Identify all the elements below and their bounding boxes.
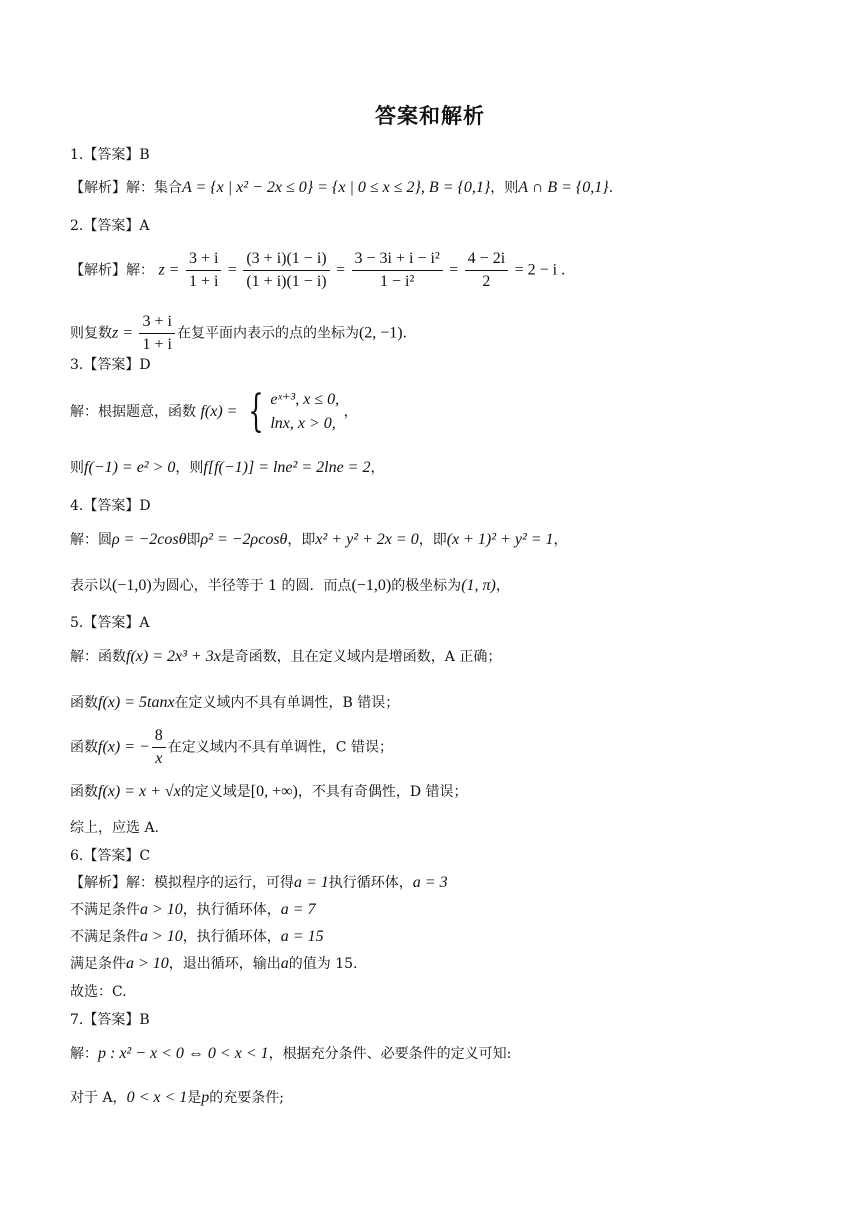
q3-line2-end: ， (370, 460, 385, 476)
q3-case-1: eˣ⁺³, x ≤ 0, (270, 391, 340, 408)
q5-line5: 综上，应选 A. (70, 820, 160, 836)
q5-answer: 5.【答案】A (70, 615, 150, 631)
q5-l4-pre: 函数 (70, 784, 98, 800)
q6-l2-b: a = 7 (280, 901, 316, 918)
q2-line2-prefix: 则复数 (70, 325, 112, 342)
q3-prefix: 解：根据题意，函数 (70, 404, 196, 420)
q4-polar: (1, π) (461, 577, 496, 594)
q7-l2-pre: 对于 A， (70, 1090, 127, 1106)
q5-line3 (70, 726, 393, 769)
q4-t4: ， (553, 532, 568, 548)
q6-answer: 6.【答案】C (70, 848, 151, 864)
q4-line2-d: ， (495, 578, 510, 594)
q6-l2-pre: 不满足条件 (70, 902, 140, 918)
q5-l4-func: f(x) = x + √x (98, 783, 181, 800)
q4-point: (−1,0) (351, 577, 392, 594)
q1-analysis (70, 178, 613, 198)
q6-line3 (70, 927, 324, 947)
q7-l2-mid: 是 (187, 1090, 202, 1106)
q2-frac-4-num: 4 − 2i (465, 249, 508, 271)
q4-analysis (70, 530, 568, 550)
q5-l3-func: f(x) = − (98, 738, 150, 756)
q2-line2-frac (139, 312, 174, 355)
q4-eq-3: x² + y² + 2x = 0 (315, 531, 419, 548)
q2-frac-1-den: 1 + i (188, 273, 219, 290)
q6-line1 (70, 873, 448, 893)
q4-line2-a: 表示以 (70, 578, 112, 594)
q2-line2 (70, 312, 407, 355)
q2-frac-3-num: 3 − 3i + i − i² (352, 249, 443, 271)
q2-line2-mid: 在复平面内表示的点的坐标为 (176, 325, 359, 342)
q3-eval-b: f[f(−1)] = lne² = 2lne = 2 (203, 459, 371, 476)
q2-frac-4-den: 2 (482, 273, 491, 290)
q4-prefix: 解：圆 (70, 532, 112, 548)
q3-case-2: lnx, x > 0, (270, 415, 336, 432)
q5-l4-mid: 的定义域是 (180, 784, 251, 800)
q3-piecewise (242, 388, 339, 436)
q1-end: . (608, 180, 614, 196)
q3-function: f(x) = (200, 403, 238, 420)
q2-frac-3-den: 1 − i² (380, 273, 415, 290)
q6-line5: 故选：C. (70, 984, 127, 1000)
q4-t1: 即 (186, 532, 201, 548)
q7-l2-post: 的充要条件; (209, 1090, 284, 1106)
q5-l4-post: ，不具有奇偶性，D 错误； (297, 784, 468, 800)
q3-suffix: ， (343, 404, 358, 420)
left-brace-icon: { (248, 386, 264, 437)
q2-frac-4 (465, 249, 508, 292)
q6-l2-a: a > 10 (140, 901, 183, 918)
q5-l2-pre: 函数 (70, 695, 98, 711)
q3-eval-a: f(−1) = e² > 0 (84, 459, 176, 476)
q7-l1-pre: 解： (70, 1046, 98, 1062)
q3-line2-prefix: 则 (70, 460, 84, 476)
q2-frac-3 (352, 249, 443, 292)
q7-l1-post: ，根据充分条件、必要条件的定义可知: (268, 1046, 512, 1062)
q6-l4-b: a (280, 955, 289, 972)
q5-line2 (70, 693, 399, 713)
q4-line2-b: 为圆心，半径等于 1 的圆．而点 (151, 578, 352, 594)
q6-l1-mid: 执行循环体， (328, 875, 413, 891)
q6-l2-mid: ，执行循环体， (182, 902, 281, 918)
q5-l4-domain: [0, +∞) (250, 783, 298, 800)
q5-l3-post: 在定义域内不具有单调性，C 错误； (167, 739, 393, 756)
q4-t2: ，即 (287, 532, 316, 548)
q6-l1-a: a = 1 (294, 874, 329, 891)
q2-eq-3: = (449, 261, 459, 279)
q1-prefix: 【解析】解：集合 (70, 180, 182, 196)
q3-answer: 3.【答案】D (70, 357, 151, 373)
q4-t3: ，即 (418, 532, 447, 548)
q4-answer: 4.【答案】D (70, 498, 151, 514)
q2-line2-end: . (402, 325, 408, 342)
q5-l2-func: f(x) = 5tanx (98, 694, 175, 711)
q2-line2-z: z = (112, 324, 134, 342)
q2-z: z = (158, 261, 180, 279)
q6-l4-mid: ，退出循环，输出 (168, 956, 281, 972)
q7-l2-p: p (201, 1089, 210, 1106)
q6-l4-a: a > 10 (126, 955, 169, 972)
q4-eq-1: ρ = −2cosθ (112, 531, 187, 548)
q2-line2-den: 1 + i (142, 336, 172, 353)
q5-l3-num: 8 (152, 726, 166, 748)
q2-eq-1: = (227, 261, 237, 279)
q4-line2 (70, 576, 510, 596)
q4-center: (−1,0) (112, 577, 152, 594)
q2-frac-1-num: 3 + i (186, 249, 221, 271)
q6-l3-a: a > 10 (140, 928, 183, 945)
q6-l4-post: 的值为 15. (288, 956, 358, 972)
q2-line2-num: 3 + i (139, 312, 174, 334)
q4-line2-c: 的极坐标为 (391, 578, 462, 594)
q2-answer: 2.【答案】A (70, 218, 150, 234)
q2-frac-1 (186, 249, 221, 292)
q2-frac-2 (243, 249, 329, 292)
page-title: 答案和解析 (375, 104, 485, 128)
q5-line1 (70, 647, 501, 667)
q5-l1-func: f(x) = 2x³ + 3x (126, 648, 221, 665)
q2-result: = 2 − i . (514, 261, 566, 279)
q5-l1-post: 是奇函数，且在定义域内是增函数，A 正确； (220, 649, 502, 665)
q5-l3-den: x (155, 750, 163, 767)
q6-line2 (70, 900, 316, 920)
q6-l3-mid: ，执行循环体， (182, 929, 281, 945)
q5-l2-post: 在定义域内不具有单调性，B 错误； (174, 695, 400, 711)
q7-l2-expr: 0 < x < 1 (126, 1089, 188, 1106)
q1-set-expression: A = {x | x² − 2x ≤ 0} = {x | 0 ≤ x ≤ 2}, B = {0,1} (182, 179, 491, 196)
q3-cases (270, 388, 339, 436)
q6-l1-b: a = 3 (412, 874, 448, 891)
q2-point: (2, −1) (358, 324, 403, 342)
q3-analysis (70, 388, 358, 436)
q3-line2 (70, 458, 384, 478)
q6-l3-pre: 不满足条件 (70, 929, 140, 945)
q6-l3-b: a = 15 (280, 928, 324, 945)
q5-l1-pre: 解：函数 (70, 649, 126, 665)
q6-l4-pre: 满足条件 (70, 956, 126, 972)
q7-answer: 7.【答案】B (70, 1012, 150, 1028)
q6-l1-pre: 【解析】解：模拟程序的运行，可得 (70, 875, 294, 891)
q5-line4 (70, 782, 468, 802)
q3-line2-mid: ，则 (175, 460, 204, 476)
q7-line1 (70, 1044, 511, 1064)
q4-eq-2: ρ² = −2ρcosθ (200, 531, 288, 548)
q5-l3-frac (152, 726, 166, 769)
q2-frac-2-num: (3 + i)(1 − i) (243, 249, 329, 271)
q7-l1-expr: p : x² − x < 0 ⇔ 0 < x < 1 (98, 1045, 269, 1062)
q2-eq-2: = (336, 261, 346, 279)
q6-line4 (70, 954, 358, 974)
q2-analysis (70, 249, 565, 292)
q2-frac-2-den: (1 + i)(1 − i) (246, 273, 327, 290)
q1-then: ，则 (490, 180, 519, 196)
q5-l3-pre: 函数 (70, 739, 98, 756)
q4-eq-4: (x + 1)² + y² = 1 (446, 531, 554, 548)
q1-result: A ∩ B = {0,1} (518, 179, 609, 196)
q2-prefix: 【解析】解： (70, 262, 154, 279)
q1-answer: 1.【答案】B (70, 147, 150, 163)
q7-line2 (70, 1088, 284, 1108)
